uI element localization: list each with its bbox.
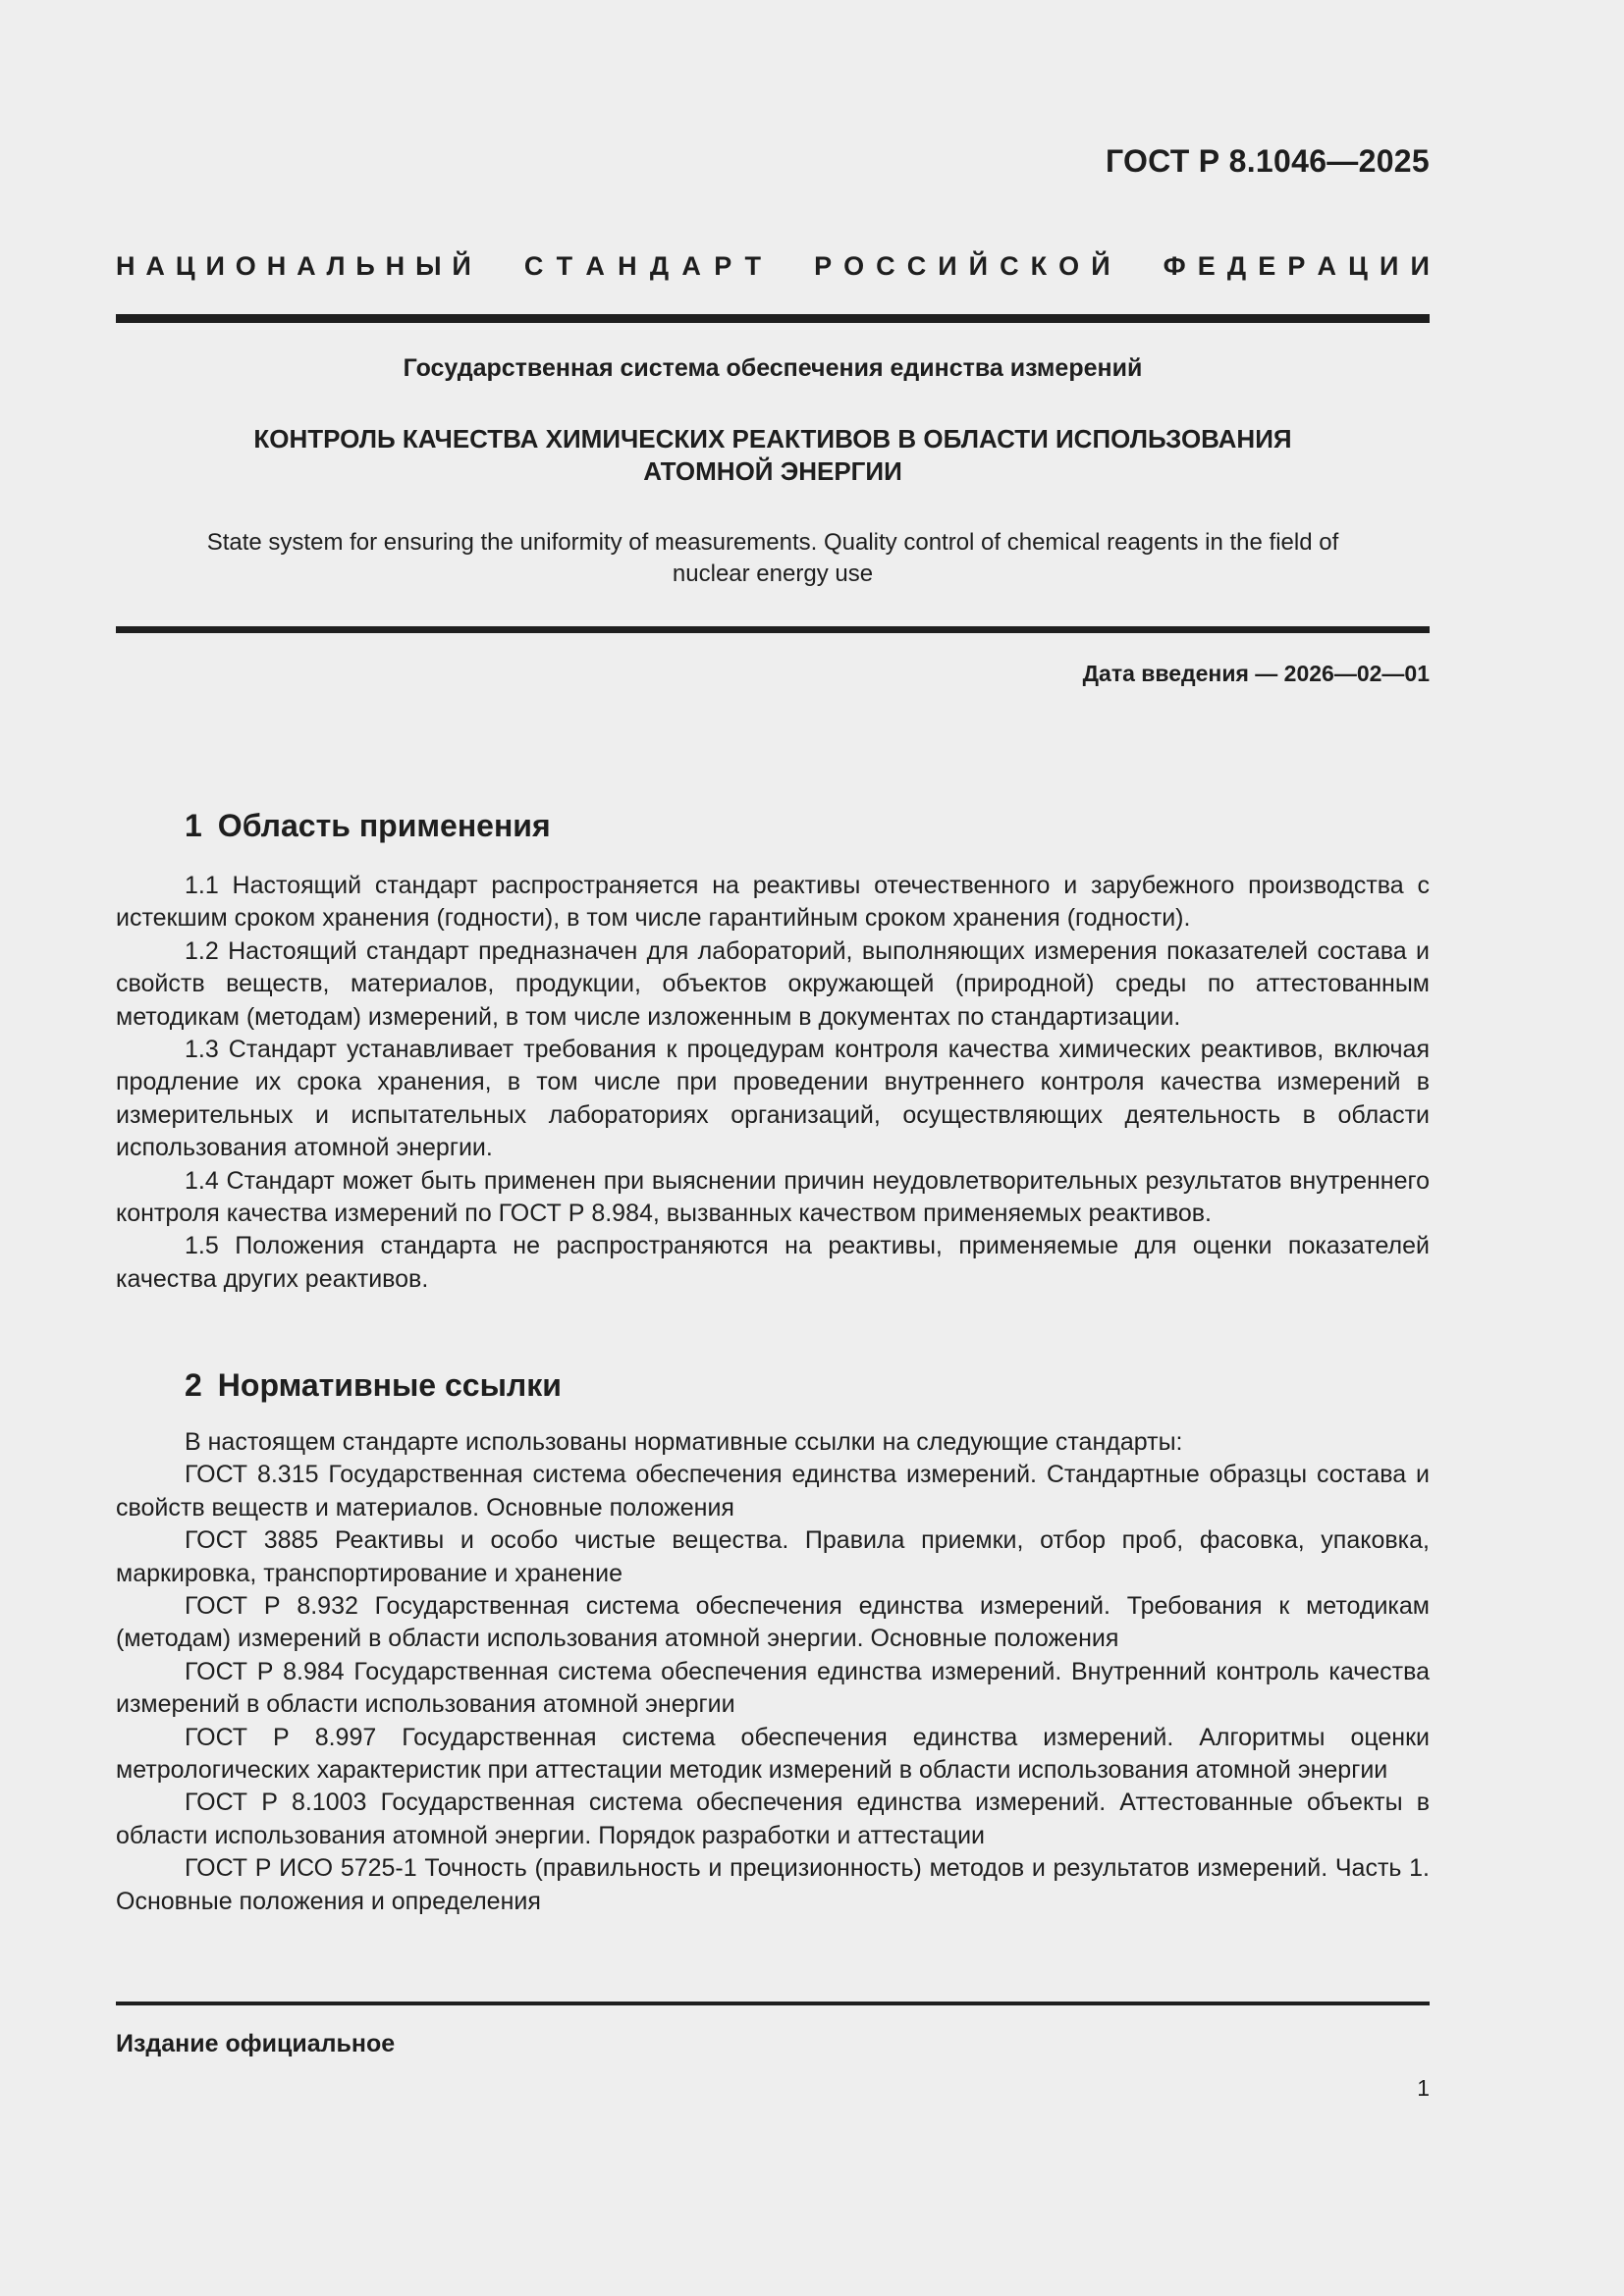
introduction-date: Дата введения — 2026—02—01: [1082, 661, 1430, 686]
document-title-english-line: State system for ensuring the uniformity of measurements. Quality control of chemical reagents in the field of: [206, 529, 1339, 556]
national-standard-word: Ф Е Д Е Р А Ц И И: [1163, 251, 1430, 281]
section-heading: [185, 808, 551, 844]
document-title-english: [116, 527, 1430, 590]
official-edition-label: Издание официальное: [116, 2030, 396, 2057]
document-title-line: АТОМНОЙ ЭНЕРГИИ: [643, 456, 902, 486]
reference-item: ГОСТ Р 8.997 Государственная система обеспечения единства измерений. Алгоритмы оценки метрологических характеристик при аттестации методик измерений в области использования атомной энергии: [116, 1723, 1430, 1785]
document-code: ГОСТ Р 8.1046—2025: [1105, 143, 1430, 179]
section-body: [116, 1426, 1430, 1918]
paragraph: В настоящем стандарте использованы нормативные ссылки на следующие стандарты:: [185, 1428, 1183, 1456]
paragraph: 1.2 Настоящий стандарт предназначен для лабораторий, выполняющих измерения показателей состава и свойств веществ, материалов, продукции, объектов окружающей (природной) среды по аттестованным методикам (методам) измерений, в том числе изложенным в документах по стандартизации.: [116, 936, 1430, 1031]
paragraph: 1.5 Положения стандарта не распространяются на реактивы, применяемые для оценки показателей качества других реактивов.: [116, 1232, 1430, 1293]
footer-rule: [116, 2002, 1430, 2005]
section-title: Нормативные ссылки: [217, 1367, 562, 1403]
standard-series: Государственная система обеспечения единства измерений: [403, 354, 1143, 382]
section-heading: [185, 1367, 562, 1404]
national-standard-word: Р О С С И Й С К О Й: [814, 251, 1110, 281]
reference-item: ГОСТ Р ИСО 5725-1 Точность (правильность и прецизионность) методов и результатов измерений. Часть 1. Основные положения и определения: [116, 1854, 1430, 1915]
national-standard-word: С Т А Н Д А Р Т: [523, 251, 761, 281]
title-rule: [116, 626, 1430, 633]
document-title-line: КОНТРОЛЬ КАЧЕСТВА ХИМИЧЕСКИХ РЕАКТИВОВ В ОБЛАСТИ ИСПОЛЬЗОВАНИЯ: [253, 424, 1292, 454]
section-title: Область применения: [217, 808, 551, 843]
paragraph: 1.4 Стандарт может быть применен при выяснении причин неудовлетворительных результатов внутреннего контроля качества измерений по ГОСТ Р 8.984, вызванных качеством применяемых реактивов.: [116, 1166, 1430, 1228]
national-standard-heading: [116, 251, 1430, 282]
national-standard-word: Н А Ц И О Н А Л Ь Н Ы Й: [116, 251, 471, 281]
header-rule: [116, 314, 1430, 323]
paragraph: 1.1 Настоящий стандарт распространяется на реактивы отечественного и зарубежного производства с истекшим сроком хранения (годности), в том числе гарантийным сроком хранения (годности).: [116, 872, 1430, 933]
reference-item: ГОСТ Р 8.984 Государственная система обеспечения единства измерений. Внутренний контроль качества измерений в области использования атомной энергии: [116, 1657, 1430, 1719]
reference-item: ГОСТ 3885 Реактивы и особо чистые вещества. Правила приемки, отбор проб, фасовка, упаковка, маркировка, транспортирование и хранение: [116, 1526, 1430, 1587]
section-number: 2: [185, 1367, 202, 1403]
page-number: 1: [1417, 2075, 1430, 2101]
section-number: 1: [185, 808, 202, 843]
paragraph: 1.3 Стандарт устанавливает требования к процедурам контроля качества химических реактивов, включая продление их срока хранения, в том числе при проведении внутреннего контроля качества измерений в измерительных и испытательных лабораториях организаций, осуществляющих деятельность в области использования атомной энергии.: [116, 1036, 1430, 1162]
document-title-english-line: nuclear energy use: [672, 561, 874, 587]
reference-item: ГОСТ 8.315 Государственная система обеспечения единства измерений. Стандартные образцы состава и свойств веществ и материалов. Основные положения: [116, 1461, 1430, 1522]
section-body: [116, 870, 1430, 1296]
document-title: [116, 423, 1430, 488]
reference-item: ГОСТ Р 8.1003 Государственная система обеспечения единства измерений. Аттестованные объекты в области использования атомной энергии. Порядок разработки и аттестации: [116, 1789, 1430, 1849]
reference-item: ГОСТ Р 8.932 Государственная система обеспечения единства измерений. Требования к методикам (методам) измерений в области использования атомной энергии. Основные положения: [116, 1592, 1430, 1653]
